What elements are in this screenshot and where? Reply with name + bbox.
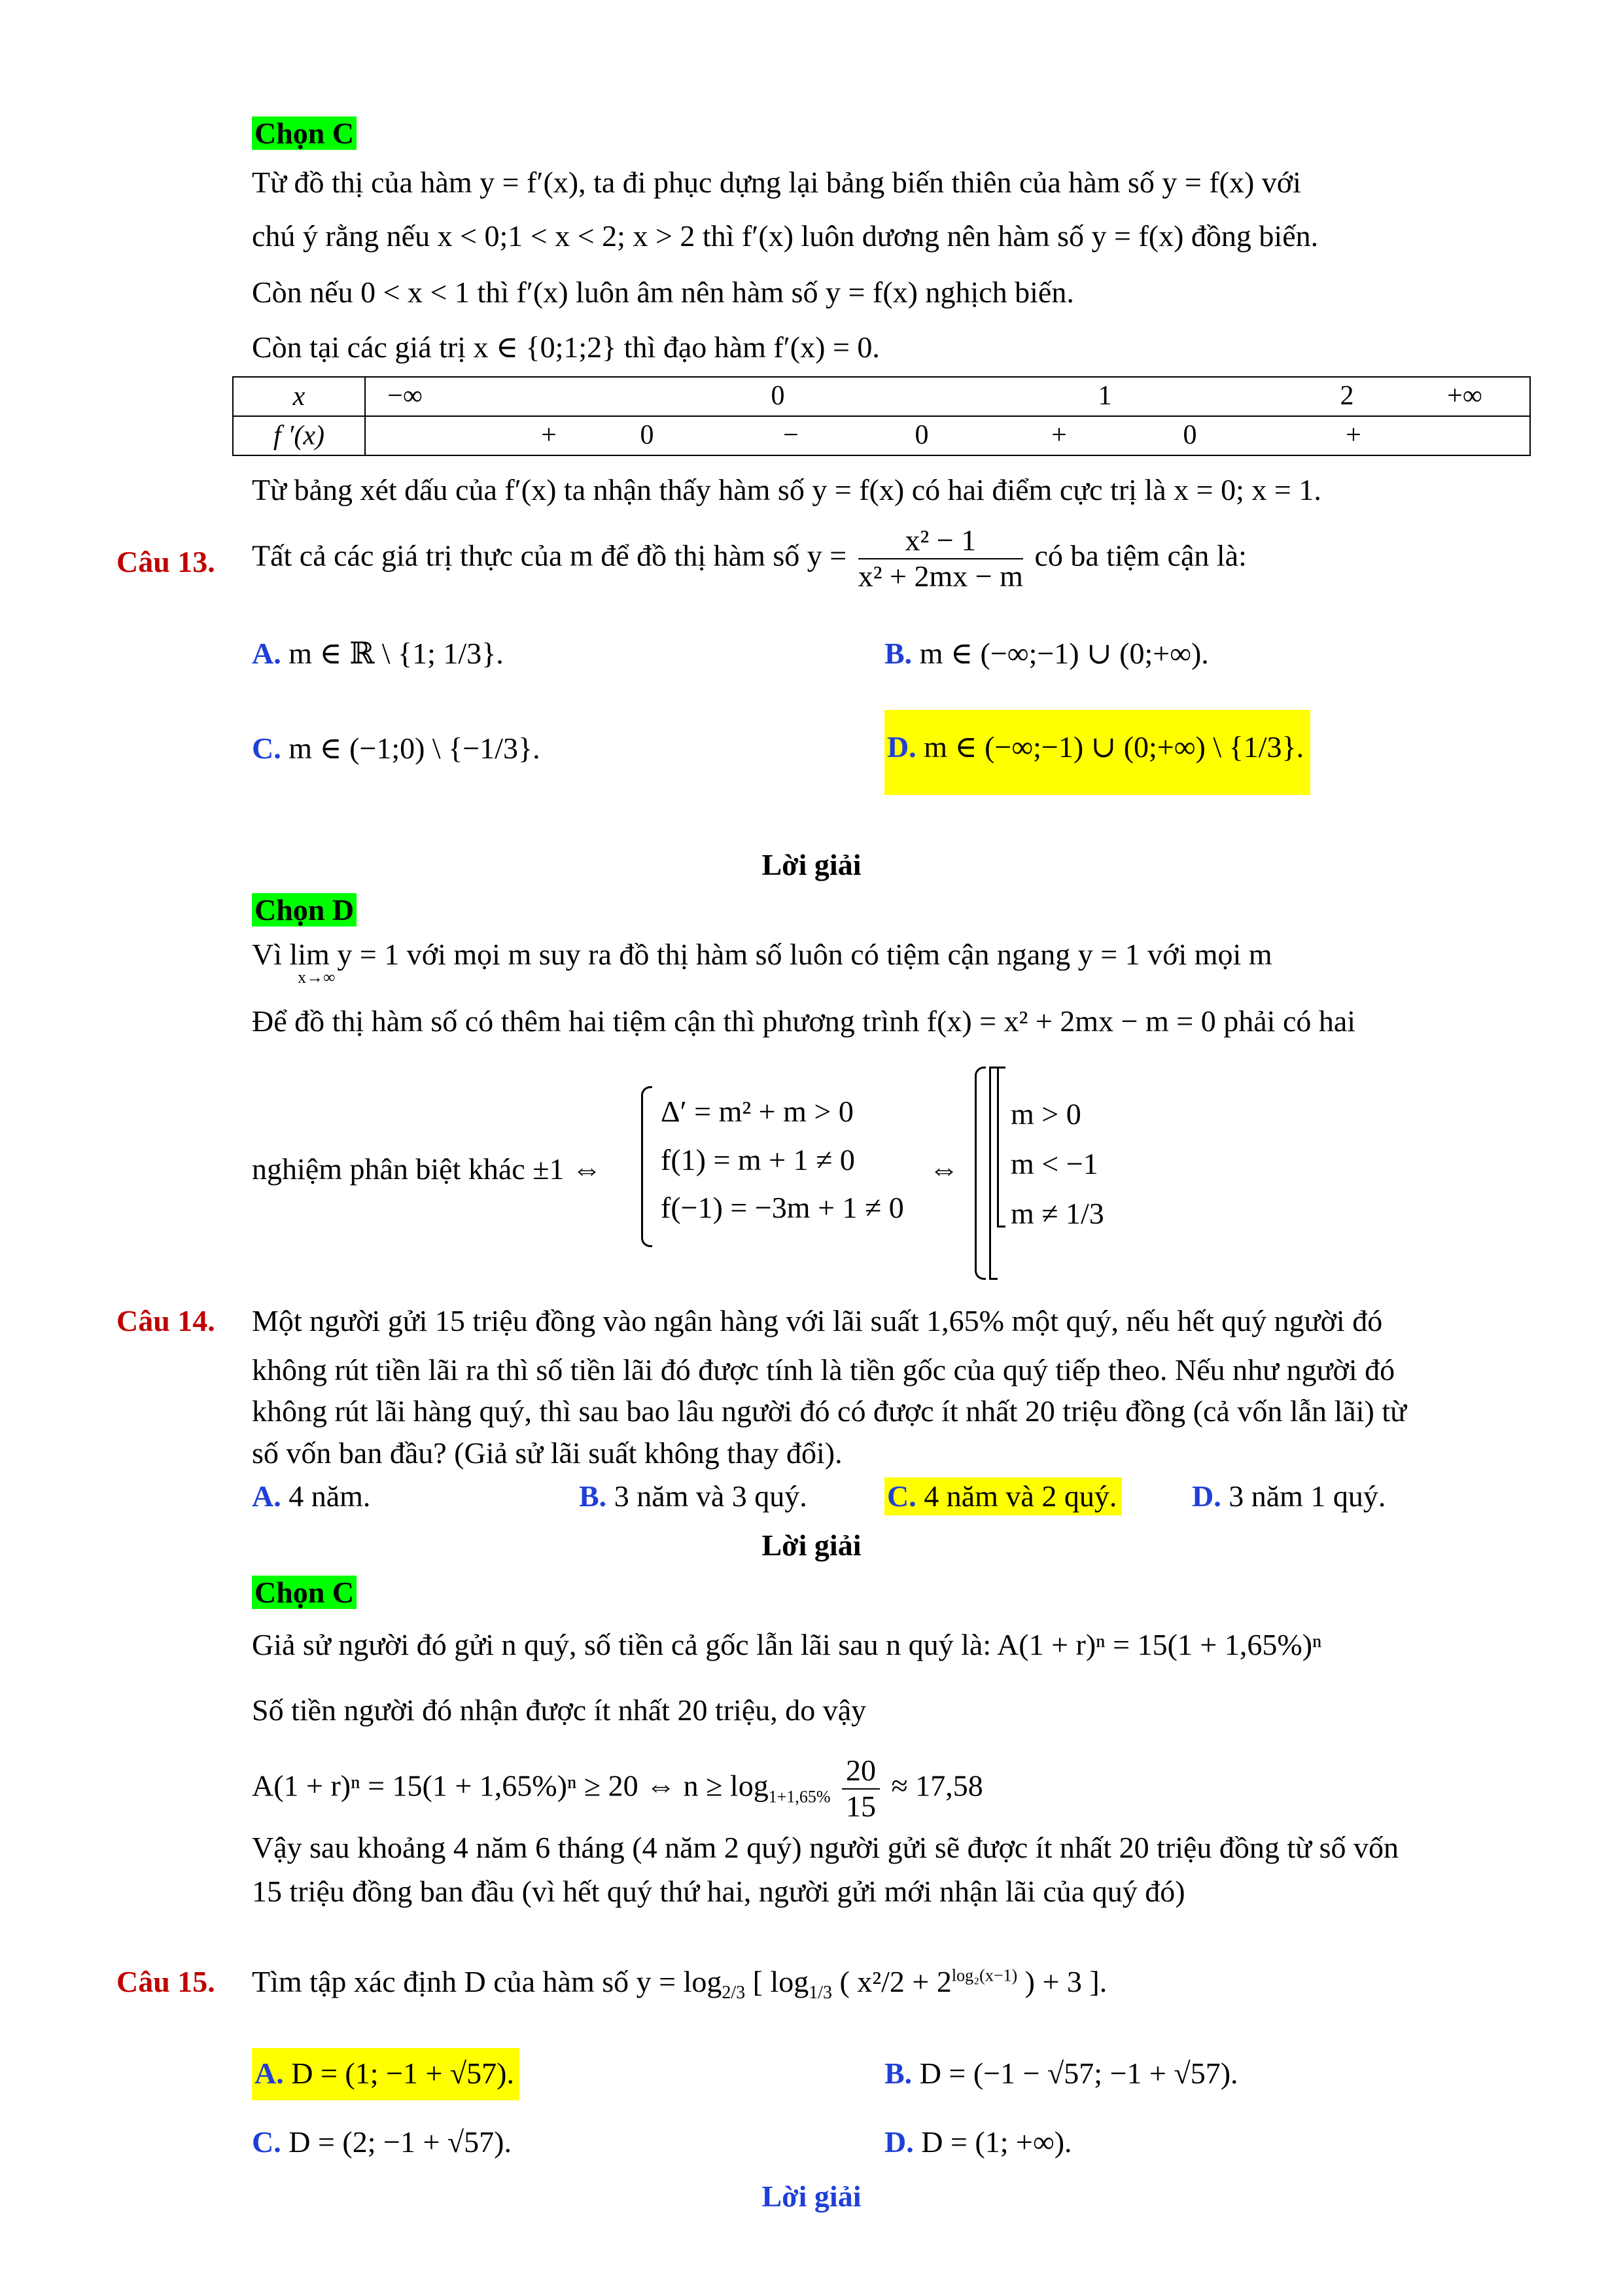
x-val: −∞ (387, 381, 423, 411)
system-eq: m > 0 (1011, 1097, 1081, 1131)
q14-option-c-correct[interactable] (884, 1477, 1122, 1515)
option-label: A. (252, 637, 281, 670)
q14-solution-line4: Vậy sau khoảng 4 năm 6 tháng (4 năm 2 quý) người gửi sẽ được ít nhất 20 triệu đồng từ số vốn (252, 1831, 1399, 1864)
option-text: 3 năm và 3 quý. (614, 1479, 807, 1513)
sign-table (232, 376, 1531, 456)
log-base: 1+1,65% (768, 1787, 831, 1807)
q13-option-d-correct[interactable] (884, 710, 1310, 795)
q13-option-a[interactable] (252, 635, 504, 673)
left-brace (641, 1086, 652, 1247)
sec12-line4: Còn tại các giá trị x ∈ {0;1;2} thì đạo hàm f′(x) = 0. (252, 330, 880, 364)
left-brace-outer (975, 1067, 986, 1280)
q13-option-c[interactable] (252, 730, 540, 768)
q14-label: Câu 14. (116, 1304, 215, 1337)
q14-solution-line1: Giả sử người đó gửi n quý, số tiền cả gốc lẫn lãi sau n quý là: A(1 + r)ⁿ = 15(1 + 1,65%)ⁿ (252, 1628, 1322, 1661)
sec12-line5: Từ bảng xét dấu của f′(x) ta nhận thấy hàm số y = f(x) có hai điểm cực trị là x = 0; x = 1. (252, 473, 1321, 506)
q13-solution-line3: nghiệm phân biệt khác ±1 ⇔ (252, 1152, 602, 1186)
option-text: m ∈ (−1;0) \ {−1/3}. (288, 732, 540, 765)
q13-iff: ⇔ (929, 1152, 959, 1186)
x-val: 2 (1340, 381, 1354, 411)
sign-table-head-x: x (233, 377, 365, 416)
q14-text-1: Một người gửi 15 triệu đồng vào ngân hàng với lãi suất 1,65% một quý, nếu hết quý người đó (252, 1304, 1383, 1337)
log-base: 2/3 (722, 1983, 746, 2004)
q15-loi-giai-heading: Lời giải (761, 2180, 862, 2213)
chon-label: Chọn C (252, 1576, 357, 1609)
q14-solution-line5: 15 triệu đồng ban đầu (vì hết quý thứ hai, người gửi mới nhận lãi của quý đó) (252, 1875, 1185, 1908)
q15-inner: [ log (752, 1965, 809, 1998)
x-val: +∞ (1447, 381, 1482, 411)
option-label: A. (252, 1479, 281, 1513)
sec12-line1: Từ đồ thị của hàm y = f′(x), ta đi phục dựng lại bảng biến thiên của hàm số y = f(x) với (252, 166, 1301, 199)
q14-ineq: A(1 + r)ⁿ = 15(1 + 1,65%)ⁿ ≥ 20 ⇔ n ≥ log (252, 1769, 769, 1803)
q15-option-a-correct[interactable] (252, 2048, 519, 2100)
sign-val: + (1346, 420, 1361, 450)
q13-question (252, 523, 1247, 594)
option-label: B. (884, 2057, 913, 2090)
sec12-line2: chú ý rằng nếu x < 0;1 < x < 2; x > 2 thì f′(x) luôn dương nên hàm số y = f(x) đồng biến. (252, 219, 1319, 253)
q15-inner3: ) + 3 ]. (1024, 1965, 1108, 1998)
q14-option-a[interactable] (252, 1477, 370, 1515)
option-text: D = (2; −1 + √57). (288, 2125, 512, 2159)
sign-val: + (1051, 420, 1067, 450)
q13-fraction (858, 523, 1023, 594)
q14-text-3: không rút lãi hàng quý, thì sau bao lâu người đó có được ít nhất 20 triệu đồng (cả vốn lẫn lãi) từ (252, 1394, 1407, 1428)
chon-label: Chọn D (252, 893, 357, 927)
q14-fraction (842, 1754, 880, 1824)
option-label: C. (252, 2125, 281, 2159)
q13-lim-subscript: x→∞ (298, 968, 336, 987)
q15-text: Tìm tập xác định D của hàm số y = log (252, 1965, 722, 1998)
sign-table-values-fprime (365, 416, 1530, 455)
option-label: A. (254, 2057, 284, 2090)
option-label: C. (252, 732, 281, 765)
q15-option-d[interactable] (884, 2123, 1072, 2161)
q14-text-4: số vốn ban đầu? (Giả sử lãi suất không thay đổi). (252, 1436, 843, 1470)
system-eq: f(1) = m + 1 ≠ 0 (661, 1142, 855, 1176)
option-text: D = (1; −1 + √57). (291, 2057, 514, 2090)
sign-val: − (783, 420, 799, 450)
left-bracket-inner (997, 1067, 1005, 1227)
sign-val: 0 (915, 420, 929, 450)
option-label: B. (579, 1479, 607, 1513)
option-text: D = (1; +∞). (921, 2125, 1072, 2159)
q13-option-b[interactable] (884, 635, 1209, 673)
option-text: 4 năm và 2 quý. (924, 1479, 1117, 1513)
q15-option-c[interactable] (252, 2123, 512, 2161)
system-eq: Δ′ = m² + m > 0 (661, 1095, 854, 1128)
frac-num: 20 (842, 1754, 880, 1790)
q14-approx: ≈ 17,58 (891, 1769, 983, 1803)
option-text: m ∈ ℝ \ {1; 1/3}. (288, 637, 504, 670)
option-label: D. (1192, 1479, 1221, 1513)
q13-solution-line2: Để đồ thị hàm số có thêm hai tiệm cận thì phương trình f(x) = x² + 2mx − m = 0 phải có hai (252, 1004, 1356, 1038)
q13-text-b: có ba tiệm cận là: (1034, 539, 1247, 573)
q13-chon-badge (252, 891, 357, 929)
frac-den: 15 (846, 1789, 877, 1823)
system-eq: f(−1) = −3m + 1 ≠ 0 (661, 1191, 904, 1225)
q13-label: Câu 13. (116, 545, 215, 578)
q13-loi-giai-heading: Lời giải (761, 848, 862, 881)
q14-chon-badge (252, 1574, 357, 1612)
option-label: D. (887, 730, 916, 764)
frac-den: x² + 2mx − m (858, 559, 1023, 593)
system-eq: m < −1 (1011, 1146, 1098, 1180)
x-val: 0 (771, 381, 785, 411)
q15-option-b[interactable] (884, 2055, 1238, 2093)
sign-table-head-fprime: f ′(x) (233, 416, 365, 455)
q15-question (252, 1963, 1107, 2004)
x-val: 1 (1098, 381, 1112, 411)
option-text: D = (−1 − √57; −1 + √57). (919, 2057, 1238, 2090)
q14-solution-line2: Số tiền người đó nhận được ít nhất 20 triệu, do vậy (252, 1693, 867, 1727)
q14-text-2: không rút tiền lãi ra thì số tiền lãi đó được tính là tiền gốc của quý tiếp theo. Nếu như người đó (252, 1353, 1395, 1386)
q14-option-d[interactable] (1192, 1477, 1386, 1515)
system-eq: m ≠ 1/3 (1011, 1196, 1104, 1230)
sign-val: 0 (640, 420, 654, 450)
option-text: 4 năm. (288, 1479, 371, 1513)
sign-table-row-x (233, 377, 1530, 416)
option-text: m ∈ (−∞;−1) ∪ (0;+∞) \ {1/3}. (924, 730, 1304, 764)
sign-table-row-fprime (233, 416, 1530, 455)
chon-label: Chọn C (252, 116, 357, 150)
option-label: B. (884, 637, 913, 670)
exponent: log₂(x−1) (951, 1966, 1018, 1985)
log-base: 1/3 (809, 1983, 833, 2004)
q13-system-1 (661, 1087, 904, 1232)
chon-c-badge (252, 115, 357, 152)
sign-table-values-x (365, 377, 1530, 416)
sec12-line3: Còn nếu 0 < x < 1 thì f′(x) luôn âm nên hàm số y = f(x) nghịch biến. (252, 275, 1074, 309)
q13-solution-line1: Vì lim y = 1 với mọi m suy ra đồ thị hàm số luôn có tiệm cận ngang y = 1 với mọi m (252, 938, 1272, 971)
sign-val: 0 (1183, 420, 1197, 450)
q13-text-a: Tất cả các giá trị thực của m để đồ thị hàm số y = (252, 539, 847, 573)
frac-num: x² − 1 (858, 523, 1023, 559)
q15-inner2: ( x²/2 + 2 (839, 1965, 952, 1998)
option-text: 3 năm 1 quý. (1229, 1479, 1386, 1513)
q14-solution-line3 (252, 1754, 983, 1824)
q15-label: Câu 15. (116, 1965, 215, 1998)
q14-option-b[interactable] (579, 1477, 807, 1515)
q14-loi-giai-heading: Lời giải (761, 1528, 862, 1562)
sign-val: + (541, 420, 557, 450)
option-text: m ∈ (−∞;−1) ∪ (0;+∞). (919, 637, 1209, 670)
q13-system-2 (1011, 1089, 1104, 1239)
option-label: C. (887, 1479, 916, 1513)
option-label: D. (884, 2125, 914, 2159)
